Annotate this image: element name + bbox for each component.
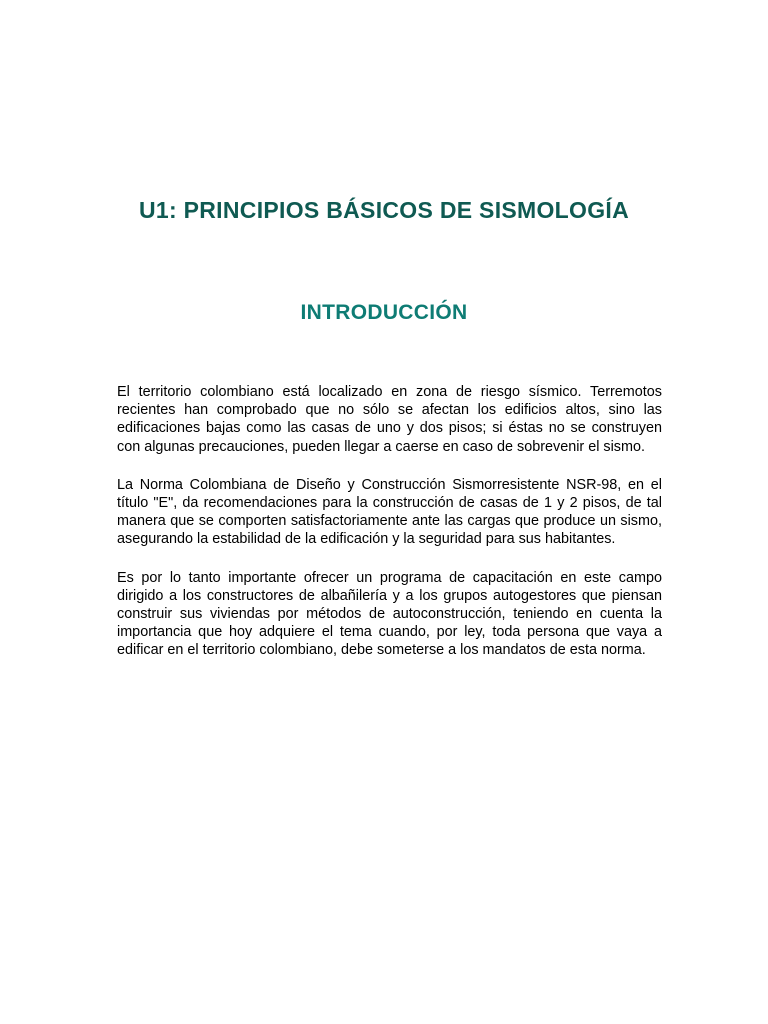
paragraph: La Norma Colombiana de Diseño y Construcción Sismorresistente NSR-98, en el título "E", da recomendaciones para la construcción de casas de 1 y 2 pisos, de tal manera que se comporten satisfactoriamente ante las cargas que produce un sismo, asegurando la estabilidad de la edificación y la seguridad para sus habitantes. xyxy=(117,476,662,548)
paragraph: El territorio colombiano está localizado en zona de riesgo sísmico. Terremotos recientes han comprobado que no sólo se afectan los edificios altos, sino las edificaciones bajas como las casas de uno y dos pisos; si éstas no se construyen con algunas precauciones, pueden llegar a caerse en caso de sobrevenir el sismo. xyxy=(117,384,662,455)
paragraph: Es por lo tanto importante ofrecer un programa de capacitación en este campo dirigido a los constructores de albañilería y a los grupos autogestores que piensan construir sus viviendas por métodos de autoconstrucción, teniendo en cuenta la importancia que hoy adquiere el tema cuando, por ley, toda persona que vaya a edificar en el territorio colombiano, debe someterse a los mandatos de esta norma. xyxy=(117,569,662,659)
body-text xyxy=(117,383,662,680)
section-heading: INTRODUCCIÓN xyxy=(300,301,468,324)
page-title: U1: PRINCIPIOS BÁSICOS DE SISMOLOGÍA xyxy=(138,197,630,223)
